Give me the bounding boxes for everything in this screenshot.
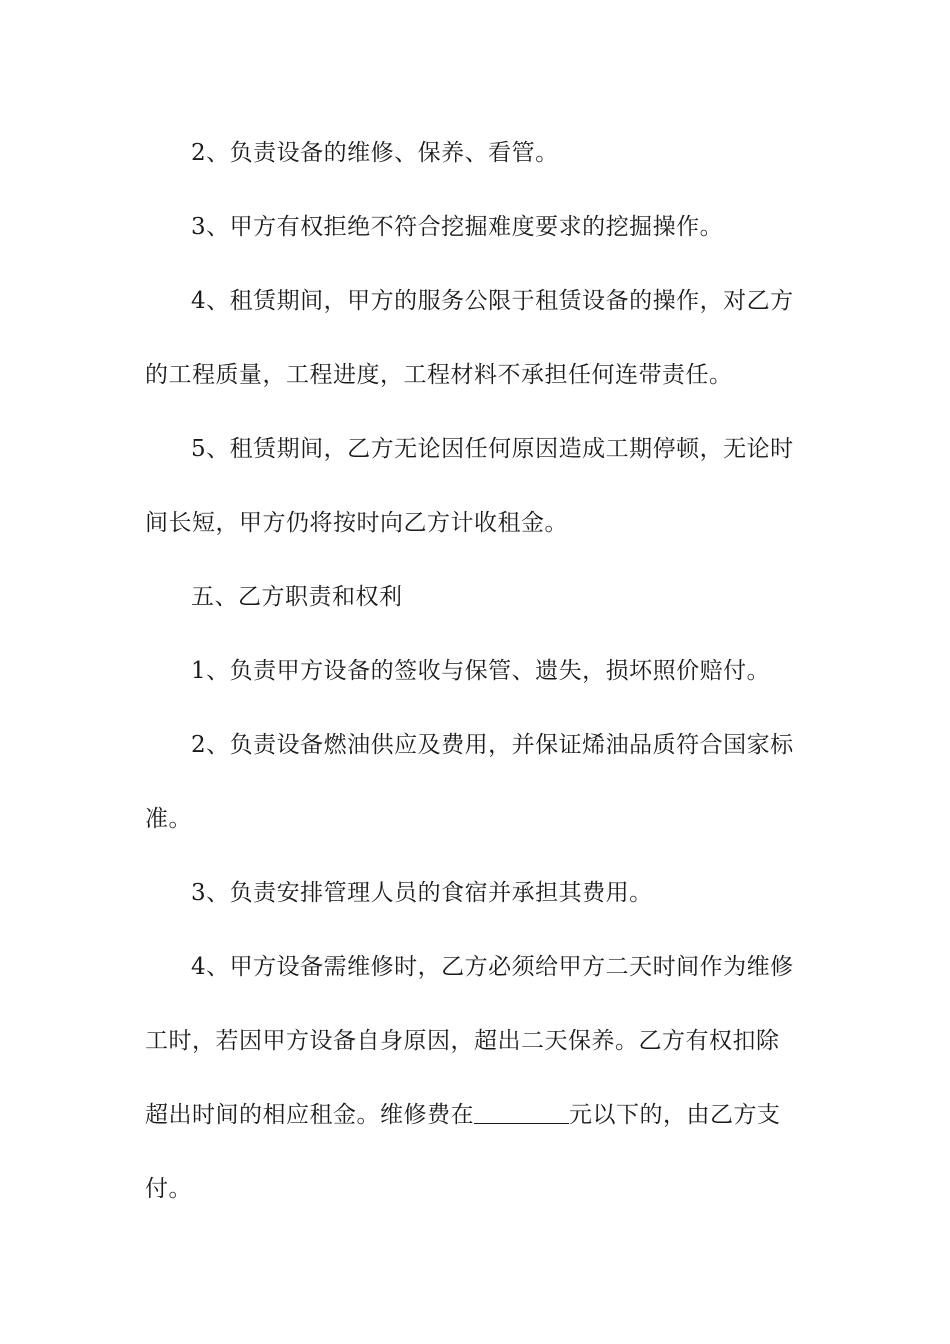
text-line: 3、甲方有权拒绝不符合挖掘难度要求的挖掘操作。 [191, 214, 724, 240]
text-line: 4、租赁期间，甲方的服务公限于租赁设备的操作，对乙方 [191, 288, 794, 314]
section-heading [145, 560, 810, 634]
text-line: 五、乙方职责和权利 [191, 584, 403, 610]
text-line: 的工程质量，工程进度，工程材料不承担任何连带责任。 [145, 362, 733, 388]
text-segment: 超出时间的相应租金。维修费在 [145, 1102, 474, 1128]
text-line: 间长短，甲方仍将按时向乙方计收租金。 [145, 510, 568, 536]
text-line: 3、负责安排管理人员的食宿并承担其费用。 [191, 880, 653, 906]
paragraph-7 [145, 708, 810, 856]
text-line: 准。 [145, 806, 192, 832]
paragraph-2 [145, 190, 810, 264]
paragraph-6 [145, 634, 810, 708]
paragraph-1 [145, 116, 810, 190]
text-line: 1、负责甲方设备的签收与保管、遗失，损坏照价赔付。 [191, 658, 771, 684]
paragraph-3 [145, 264, 810, 412]
text-line: 工时，若因甲方设备自身原因，超出二天保养。乙方有权扣除 [145, 1028, 780, 1054]
paragraph-4 [145, 412, 810, 560]
text-segment: 元以下的，由乙方支 [569, 1102, 781, 1128]
text-line: 4、甲方设备需维修时，乙方必须给甲方二天时间作为维修 [191, 954, 794, 980]
text-line: 5、租赁期间，乙方无论因任何原因造成工期停顿，无论时 [191, 436, 794, 462]
paragraph-8 [145, 856, 810, 930]
text-line-with-blank [145, 1078, 810, 1152]
text-line: 2、负责设备燃油供应及费用，并保证烯油品质符合国家标 [191, 732, 794, 758]
fill-in-blank [474, 1100, 569, 1124]
text-line: 付。 [145, 1176, 192, 1202]
paragraph-9 [145, 930, 810, 1226]
text-line: 2、负责设备的维修、保养、看管。 [191, 140, 559, 166]
